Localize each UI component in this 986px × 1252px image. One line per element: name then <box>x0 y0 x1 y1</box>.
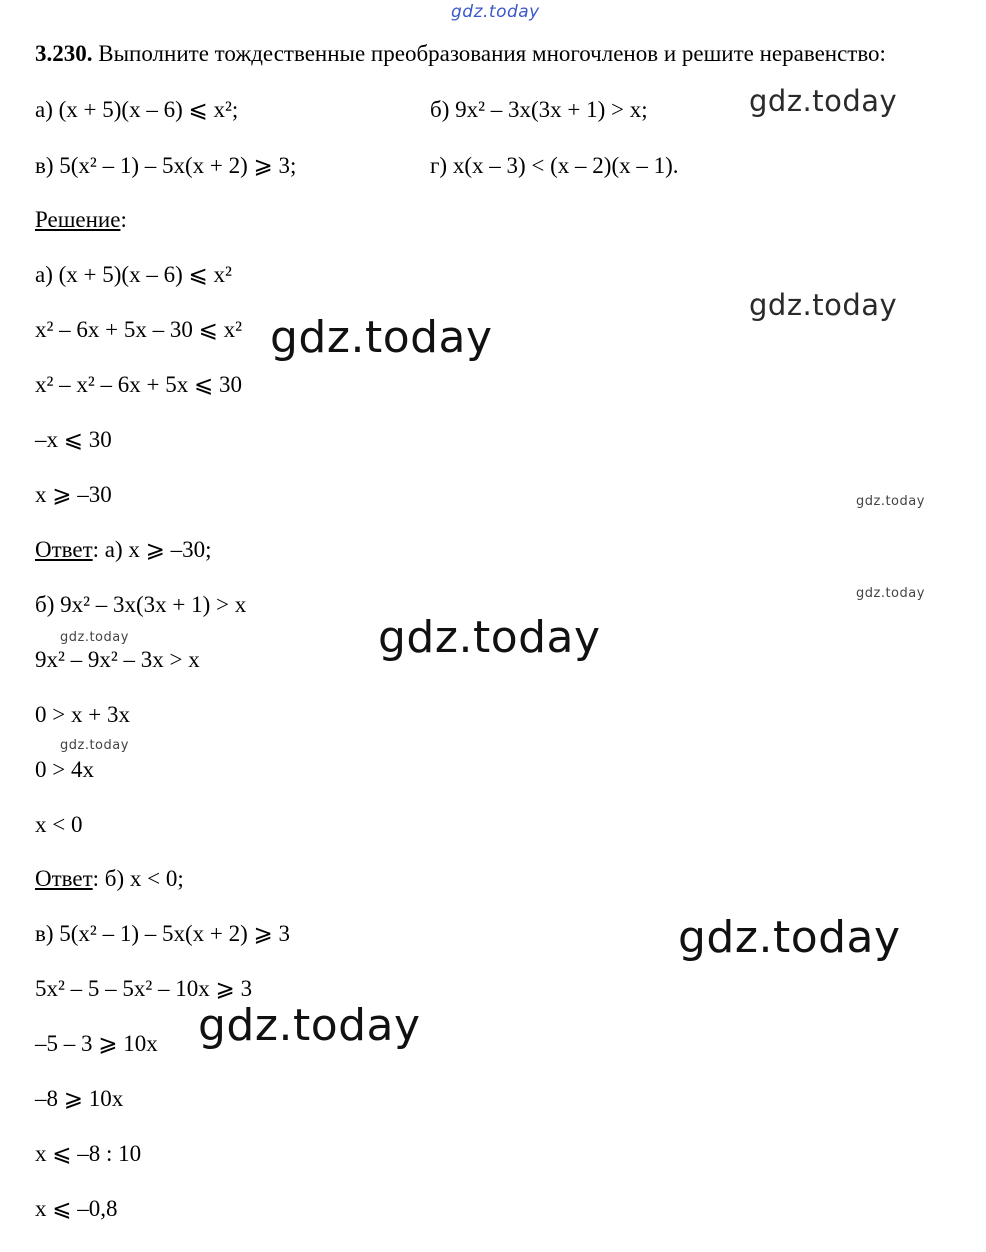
watermark-right-1: gdz.today <box>749 84 898 118</box>
step-b-2: 0 > x + 3x <box>35 702 130 727</box>
answer-a-label: Ответ <box>35 537 93 562</box>
step-b-4: x < 0 <box>35 812 83 837</box>
watermark-large-3: gdz.today <box>678 912 901 963</box>
step-v-4: x ⩽ –8 : 10 <box>35 1141 142 1166</box>
step-v-5: x ⩽ –0,8 <box>35 1196 118 1221</box>
task-v: в) 5(x² – 1) – 5x(x + 2) ⩾ 3; <box>35 153 297 178</box>
watermark-top: gdz.today <box>451 2 540 22</box>
answer-b-text: : б) x < 0; <box>92 866 184 891</box>
problem-statement: Выполните тождественные преобразования многочленов и решите неравенство: <box>98 41 886 66</box>
answer-a-text: : а) x ⩾ –30; <box>92 537 212 562</box>
solution-label: Решение <box>35 207 121 232</box>
watermark-right-2: gdz.today <box>749 288 898 322</box>
step-a-1: x² – 6x + 5x – 30 ⩽ x² <box>35 317 243 342</box>
watermark-small-1: gdz.today <box>856 494 925 509</box>
step-a-3: –x ⩽ 30 <box>35 427 112 452</box>
step-b-0: б) 9x² – 3x(3x + 1) > x <box>35 592 247 617</box>
solution-heading <box>35 206 127 234</box>
step-v-1: 5x² – 5 – 5x² – 10x ⩾ 3 <box>35 976 253 1001</box>
step-a-2: x² – x² – 6x + 5x ⩽ 30 <box>35 372 243 397</box>
problem-header <box>35 40 886 68</box>
task-g: г) x(x – 3) < (x – 2)(x – 1). <box>430 153 679 178</box>
step-b-1: 9x² – 9x² – 3x > x <box>35 647 200 672</box>
watermark-small-3: gdz.today <box>60 630 129 645</box>
step-a-0: а) (x + 5)(x – 6) ⩽ x² <box>35 262 232 287</box>
solution-colon: : <box>120 207 127 232</box>
watermark-large-2: gdz.today <box>378 612 601 663</box>
step-a-4: x ⩾ –30 <box>35 482 112 507</box>
watermark-small-4: gdz.today <box>60 738 129 753</box>
watermark-small-2: gdz.today <box>856 586 925 601</box>
step-v-3: –8 ⩾ 10x <box>35 1086 124 1111</box>
answer-a <box>35 536 212 564</box>
step-v-2: –5 – 3 ⩾ 10x <box>35 1031 158 1056</box>
watermark-large-4: gdz.today <box>198 1000 421 1051</box>
watermark-large-1: gdz.today <box>270 312 493 363</box>
step-b-3: 0 > 4x <box>35 757 94 782</box>
answer-b <box>35 865 184 893</box>
answer-b-label: Ответ <box>35 866 93 891</box>
task-b: б) 9x² – 3x(3x + 1) > x; <box>430 97 648 122</box>
step-v-0: в) 5(x² – 1) – 5x(x + 2) ⩾ 3 <box>35 921 291 946</box>
task-a: а) (x + 5)(x – 6) ⩽ x²; <box>35 97 239 122</box>
problem-number: 3.230. <box>35 41 93 66</box>
